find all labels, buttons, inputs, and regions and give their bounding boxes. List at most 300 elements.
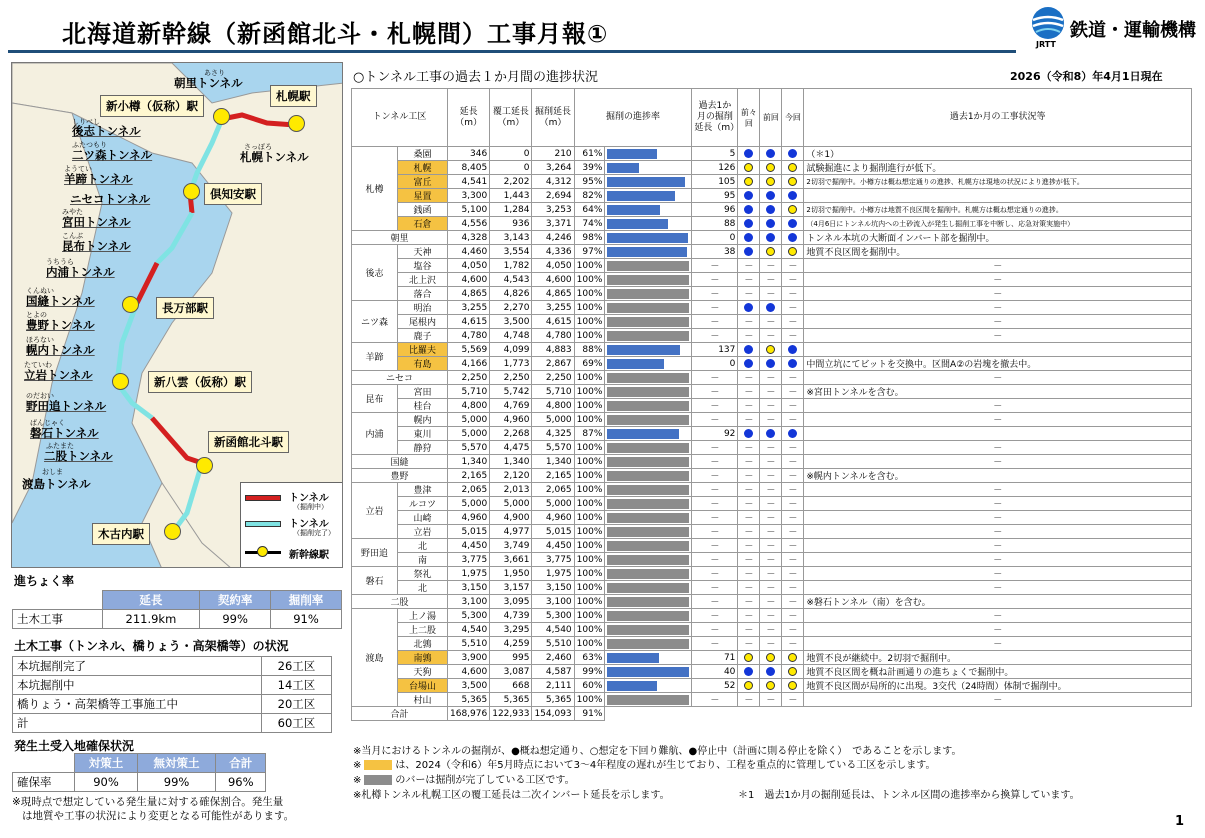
value-cell-exc: 3,253 (532, 203, 574, 217)
monthly-cell: － (692, 511, 738, 525)
station-label: 札幌駅 (270, 85, 317, 107)
station-dot-kutchan (183, 183, 200, 200)
value-cell-len: 5,100 (448, 203, 490, 217)
value-cell-exc: 4,865 (532, 287, 574, 301)
status-dot-cell: － (738, 637, 760, 651)
rate-cell: 100% (574, 469, 605, 483)
yellow-dot-icon (788, 681, 797, 690)
status-text-cell: － (804, 329, 1192, 343)
blue-dot-icon (744, 149, 753, 158)
value-cell-len: 5,710 (448, 385, 490, 399)
value-cell-len: 4,960 (448, 511, 490, 525)
status-dot-cell: － (760, 539, 782, 553)
rate-bar-cell (605, 189, 692, 203)
status-dot-cell: － (782, 259, 804, 273)
status-text-cell: － (804, 371, 1192, 385)
status-dot-cell: － (782, 385, 804, 399)
monthly-cell: － (692, 329, 738, 343)
section-group-cell: 国縫 (352, 455, 448, 469)
rate-bar-cell (605, 343, 692, 357)
rate-bar (607, 219, 668, 229)
rate-bar (607, 359, 664, 369)
tunnel-label: 幌内トンネル (26, 343, 95, 357)
rate-cell: 100% (574, 273, 605, 287)
status-dot-cell: － (760, 385, 782, 399)
section-name-cell: 南鶉 (398, 651, 448, 665)
value-cell-lin: 1,284 (490, 203, 532, 217)
value-cell-len: 1,340 (448, 455, 490, 469)
value-cell-lin: 2,270 (490, 301, 532, 315)
monthly-cell: 0 (692, 231, 738, 245)
rate-cell: 100% (574, 287, 605, 301)
status-text-cell: － (804, 609, 1192, 623)
rate-bar-cell (605, 245, 692, 259)
monthly-cell: － (692, 259, 738, 273)
section-name-cell: 北上沢 (398, 273, 448, 287)
table-row (352, 371, 1192, 385)
section-name-cell: 祭礼 (398, 567, 448, 581)
rate-bar-cell (605, 371, 692, 385)
legend-label: 新幹線駅 (289, 550, 329, 561)
rate-bar-cell (605, 259, 692, 273)
blue-dot-icon (788, 191, 797, 200)
status-dot-cell (760, 343, 782, 357)
tunnel-label: 渡島トンネル (22, 477, 91, 491)
table-row (352, 609, 1192, 623)
status-dot-cell: － (738, 315, 760, 329)
gray-swatch (364, 775, 392, 785)
rate-bar (607, 289, 689, 299)
value-cell-lin: 1,443 (490, 189, 532, 203)
value-cell-lin: 4,977 (490, 525, 532, 539)
value-cell-exc: 4,960 (532, 511, 574, 525)
status-value: 60工区 (262, 714, 332, 733)
tunnel-ruby: のだおい (26, 392, 54, 400)
table-row (352, 497, 1192, 511)
value-cell-len: 4,540 (448, 623, 490, 637)
section-group-cell: 羊蹄 (352, 343, 398, 371)
blue-dot-icon (766, 191, 775, 200)
section-name-cell: 天狗 (398, 665, 448, 679)
status-dot-cell: － (738, 539, 760, 553)
table-row (352, 427, 1192, 441)
status-dot-cell: － (782, 693, 804, 707)
value-cell-lin: 4,099 (490, 343, 532, 357)
value-cell-exc: 2,460 (532, 651, 574, 665)
monthly-cell: 137 (692, 343, 738, 357)
section-name-cell: 宮田 (398, 385, 448, 399)
value-cell-len: 3,255 (448, 301, 490, 315)
legend-note-3 (353, 771, 575, 786)
value-cell-lin: 5,742 (490, 385, 532, 399)
value-cell-len: 3,150 (448, 581, 490, 595)
status-row (13, 657, 332, 676)
section-name-cell: 明治 (398, 301, 448, 315)
section-name-cell: 幌内 (398, 413, 448, 427)
yellow-dot-icon (788, 653, 797, 662)
status-dot-cell (782, 665, 804, 679)
section-title: ○トンネル工事の過去１か月間の進捗状況 (353, 70, 598, 85)
rate-bar (607, 303, 689, 313)
status-text-cell: ※幌内トンネルを含む。 (804, 469, 1192, 483)
status-text-cell: － (804, 259, 1192, 273)
section-name-cell: 北 (398, 581, 448, 595)
table-row (352, 525, 1192, 539)
status-label: 橋りょう・高架橋等工事施工中 (13, 695, 262, 714)
status-dot-cell: － (782, 273, 804, 287)
value-cell-len: 4,800 (448, 399, 490, 413)
rate-bar-cell (605, 651, 692, 665)
monthly-cell: － (692, 469, 738, 483)
blue-dot-icon (744, 359, 753, 368)
blue-dot-icon (744, 345, 753, 354)
rate-bar-cell (605, 315, 692, 329)
legend-note-text: ※当月におけるトンネルの掘削が、●概ね想定通り、○想定を下回り難航、●停止中（計画に則る停止を除く） であることを示します。 (353, 746, 962, 757)
yellow-dot-icon (766, 247, 775, 256)
status-text-cell: （4月6日にトンネル坑内への土砂流入が発生し掘削工事を中断し、応急対策実施中） (804, 217, 1192, 231)
soil-cell: 96% (216, 773, 266, 792)
rate-cell: 100% (574, 385, 605, 399)
status-value: 14工区 (262, 676, 332, 695)
progress-cell: 211.9km (102, 610, 199, 629)
blue-dot-icon (788, 359, 797, 368)
status-dot-cell (738, 245, 760, 259)
yellow-dot-icon (744, 177, 753, 186)
value-cell-len: 2,065 (448, 483, 490, 497)
value-cell-exc: 4,780 (532, 329, 574, 343)
value-cell-lin: 3,500 (490, 315, 532, 329)
status-text-cell: － (804, 413, 1192, 427)
legend-note-5: ＊1 過去1か月の掘削延長は、トンネル区間の進捗率から換算しています。 (738, 790, 1080, 801)
progress-header-row (13, 591, 342, 610)
rate-cell: 100% (574, 455, 605, 469)
status-text-cell: 2切羽で掘削中。小樽方は地質不良区間を掘削中。札幌方は概ね想定通りの進捗。 (804, 203, 1192, 217)
value-cell-lin: 3,087 (490, 665, 532, 679)
legend-swatch-cyan (245, 521, 281, 527)
section-name-cell: 静狩 (398, 441, 448, 455)
value-cell-len: 2,165 (448, 469, 490, 483)
rate-bar (607, 639, 689, 649)
blue-dot-icon (788, 233, 797, 242)
rate-bar-cell (605, 161, 692, 175)
page-number: 1 (1175, 814, 1185, 829)
status-dot-cell: － (738, 581, 760, 595)
table-row (352, 637, 1192, 651)
value-cell-lin: 0 (490, 147, 532, 161)
legend-note-text: のバーは掘削が完了している工区です。 (395, 775, 575, 786)
status-text-cell: 2切羽で掘削中。小樽方は概ね想定通りの進捗、札幌方は現地の状況により進捗が低下。 (804, 175, 1192, 189)
status-dot-cell: － (782, 469, 804, 483)
soil-cell: 確保率 (13, 773, 75, 792)
station-dot-shinyakumo (112, 373, 129, 390)
status-dot-cell (738, 189, 760, 203)
table-row (352, 329, 1192, 343)
rate-cell: 100% (574, 553, 605, 567)
value-cell-exc: 2,065 (532, 483, 574, 497)
rate-cell: 63% (574, 651, 605, 665)
section-group-cell: 後志 (352, 245, 398, 301)
rate-bar (607, 345, 679, 355)
col-header-excavation: 掘削延長（m） (532, 89, 574, 147)
status-dot-cell: － (760, 273, 782, 287)
status-text-cell: （＊1） (804, 147, 1192, 161)
status-dot-cell (760, 679, 782, 693)
rate-cell: 60% (574, 679, 605, 693)
yellow-dot-icon (744, 681, 753, 690)
status-dot-cell (782, 203, 804, 217)
status-dot-cell: － (782, 399, 804, 413)
value-cell-lin: 2,202 (490, 175, 532, 189)
tunnel-ruby: あさり (204, 69, 225, 77)
status-dot-cell (782, 175, 804, 189)
monthly-cell: 38 (692, 245, 738, 259)
value-cell-len: 4,615 (448, 315, 490, 329)
rate-bar-cell (605, 203, 692, 217)
rate-bar (607, 513, 689, 523)
rate-cell: 100% (574, 581, 605, 595)
monthly-cell: － (692, 413, 738, 427)
table-row (352, 203, 1192, 217)
rate-cell: 99% (574, 665, 605, 679)
rate-bar-cell (605, 609, 692, 623)
rate-bar (607, 695, 689, 705)
value-cell-exc: 4,312 (532, 175, 574, 189)
rate-bar (607, 611, 689, 621)
blue-dot-icon (744, 233, 753, 242)
value-cell-exc: 3,371 (532, 217, 574, 231)
status-dot-cell: － (738, 469, 760, 483)
value-cell-exc: 2,867 (532, 357, 574, 371)
rate-cell: 64% (574, 203, 605, 217)
status-dot-cell (782, 679, 804, 693)
legend-sub: （掘削中） (293, 503, 328, 511)
total-blank (605, 707, 1192, 721)
value-cell-exc: 5,300 (532, 609, 574, 623)
value-cell-exc: 210 (532, 147, 574, 161)
section-name-cell: 銭函 (398, 203, 448, 217)
tunnel-label: 国縫トンネル (26, 294, 95, 308)
status-row (13, 714, 332, 733)
value-cell-len: 3,100 (448, 595, 490, 609)
tunnel-ruby: くんぬい (26, 287, 54, 295)
blue-dot-icon (766, 219, 775, 228)
monthly-cell: － (692, 441, 738, 455)
status-text-cell: ※宮田トンネルを含む。 (804, 385, 1192, 399)
rate-bar-cell (605, 497, 692, 511)
monthly-cell: － (692, 567, 738, 581)
status-dot-cell: － (738, 623, 760, 637)
status-dot-cell: － (782, 287, 804, 301)
soil-header-blank (13, 754, 75, 773)
value-cell-len: 8,405 (448, 161, 490, 175)
station-dot-sapporo (288, 115, 305, 132)
rate-bar-cell (605, 413, 692, 427)
monthly-cell: － (692, 525, 738, 539)
status-text-cell: ※磐石トンネル（南）を含む。 (804, 595, 1192, 609)
value-cell-len: 4,166 (448, 357, 490, 371)
status-dot-cell: － (782, 497, 804, 511)
rate-bar (607, 555, 689, 565)
section-name-cell: 北 (398, 539, 448, 553)
status-text-cell: － (804, 525, 1192, 539)
yellow-dot-icon (766, 345, 775, 354)
tunnel-ruby: うちうら (46, 258, 74, 266)
status-dot-cell: － (738, 259, 760, 273)
value-cell-exc: 3,255 (532, 301, 574, 315)
section-name-cell: 富丘 (398, 175, 448, 189)
station-label: 長万部駅 (156, 297, 214, 319)
status-text-cell: － (804, 497, 1192, 511)
section-name-cell: 星置 (398, 189, 448, 203)
rate-bar (607, 457, 689, 467)
section-group-cell: 豊野 (352, 469, 448, 483)
tunnel-ruby: ばんじゃく (30, 419, 65, 427)
logo-name: 鉄道・運輸機構 (1070, 20, 1196, 41)
section-group-cell: 野田追 (352, 539, 398, 567)
soil-cell: 90% (75, 773, 137, 792)
rate-bar-cell (605, 273, 692, 287)
status-text-cell: 中間立坑にてビットを交換中。区間A②の岩塊を撤去中。 (804, 357, 1192, 371)
rate-bar-cell (605, 427, 692, 441)
tunnel-progress-table (351, 88, 1192, 721)
status-dot-cell (782, 217, 804, 231)
soil-title: 発生土受入地確保状況 (14, 739, 135, 753)
value-cell-lin: 1,340 (490, 455, 532, 469)
value-cell-len: 4,865 (448, 287, 490, 301)
tunnel-ruby: ほろない (26, 336, 54, 344)
progress-header: 延長 (102, 591, 199, 610)
section-name-cell: 比羅夫 (398, 343, 448, 357)
legend-note-2 (353, 756, 936, 771)
rate-bar (607, 429, 678, 439)
status-text-cell: 地質不良区間を掘削中。 (804, 245, 1192, 259)
total-row (352, 707, 1192, 721)
table-row (352, 469, 1192, 483)
value-cell-exc: 3,100 (532, 595, 574, 609)
blue-dot-icon (766, 667, 775, 676)
yellow-dot-icon (788, 177, 797, 186)
value-cell-len: 4,450 (448, 539, 490, 553)
status-dot-cell: － (738, 511, 760, 525)
table-row (352, 413, 1192, 427)
value-cell-len: 346 (448, 147, 490, 161)
station-label: 倶知安駅 (204, 183, 262, 205)
blue-dot-icon (788, 219, 797, 228)
blue-dot-icon (744, 247, 753, 256)
value-cell-lin: 4,259 (490, 637, 532, 651)
status-dot-cell: － (782, 441, 804, 455)
status-dot-cell: － (760, 329, 782, 343)
rate-bar-cell (605, 455, 692, 469)
tunnel-label: 豊野トンネル (26, 318, 95, 332)
table-row (352, 455, 1192, 469)
status-dot-cell: － (760, 371, 782, 385)
rate-bar (607, 163, 639, 173)
progress-title: 進ちょく率 (14, 574, 75, 588)
rate-bar (607, 261, 689, 271)
tunnel-ruby: ふたまた (46, 442, 74, 450)
section-name-cell: 有島 (398, 357, 448, 371)
monthly-cell: 105 (692, 175, 738, 189)
rate-bar (607, 331, 689, 341)
rate-bar-cell (605, 581, 692, 595)
status-dot-cell: － (738, 693, 760, 707)
rate-cell: 74% (574, 217, 605, 231)
rate-cell: 98% (574, 231, 605, 245)
table-row (352, 343, 1192, 357)
soil-row (13, 773, 266, 792)
monthly-cell: － (692, 553, 738, 567)
value-cell-lin: 2,268 (490, 427, 532, 441)
rate-cell: 88% (574, 343, 605, 357)
status-text-cell: － (804, 623, 1192, 637)
monthly-cell: 52 (692, 679, 738, 693)
value-cell-len: 4,328 (448, 231, 490, 245)
table-header-row (352, 89, 1192, 147)
section-name-cell: 台場山 (398, 679, 448, 693)
status-dot-cell (738, 147, 760, 161)
rate-cell: 95% (574, 175, 605, 189)
table-row (352, 651, 1192, 665)
status-text-cell (804, 189, 1192, 203)
progress-header: 掘削率 (271, 591, 342, 610)
tunnel-label: 二股トンネル (44, 449, 113, 463)
value-cell-len: 4,600 (448, 273, 490, 287)
status-text-cell: － (804, 483, 1192, 497)
rate-cell: 87% (574, 427, 605, 441)
value-cell-exc: 5,000 (532, 413, 574, 427)
table-row (352, 581, 1192, 595)
status-dot-cell: － (760, 413, 782, 427)
status-text-cell: － (804, 315, 1192, 329)
total-pct: 91% (574, 707, 605, 721)
total-label: 合計 (352, 707, 448, 721)
legend-note-text: は、2024（令和6）年5月時点において3～4年程度の遅れが生じており、工程を重点的に管理している工区を示します。 (395, 760, 936, 771)
value-cell-exc: 1,975 (532, 567, 574, 581)
value-cell-exc: 4,600 (532, 273, 574, 287)
progress-header-blank (13, 591, 103, 610)
monthly-cell: 96 (692, 203, 738, 217)
rate-cell: 100% (574, 637, 605, 651)
section-name-cell: 村山 (398, 693, 448, 707)
status-dot-cell: － (738, 441, 760, 455)
value-cell-lin: 3,749 (490, 539, 532, 553)
status-dot-cell: － (760, 623, 782, 637)
tunnel-label: 内浦トンネル (46, 265, 115, 279)
value-cell-len: 2,250 (448, 371, 490, 385)
status-row (13, 676, 332, 695)
value-cell-lin: 2,250 (490, 371, 532, 385)
rate-bar-cell (605, 175, 692, 189)
value-cell-lin: 668 (490, 679, 532, 693)
rate-bar-cell (605, 147, 692, 161)
soil-header: 無対策土 (137, 754, 216, 773)
soil-table (12, 753, 266, 792)
status-dot-cell (760, 189, 782, 203)
rate-cell: 100% (574, 609, 605, 623)
rate-bar-cell (605, 329, 692, 343)
table-row (352, 679, 1192, 693)
monthly-cell: － (692, 623, 738, 637)
rate-bar (607, 485, 689, 495)
rate-bar-cell (605, 217, 692, 231)
section-group-cell: 二股 (352, 595, 448, 609)
monthly-cell: － (692, 301, 738, 315)
tunnel-ruby: こんぶ (62, 232, 83, 240)
col-header-monthly: 過去1か月の掘削延長（m） (692, 89, 738, 147)
table-row (352, 161, 1192, 175)
status-dot-cell: － (782, 553, 804, 567)
